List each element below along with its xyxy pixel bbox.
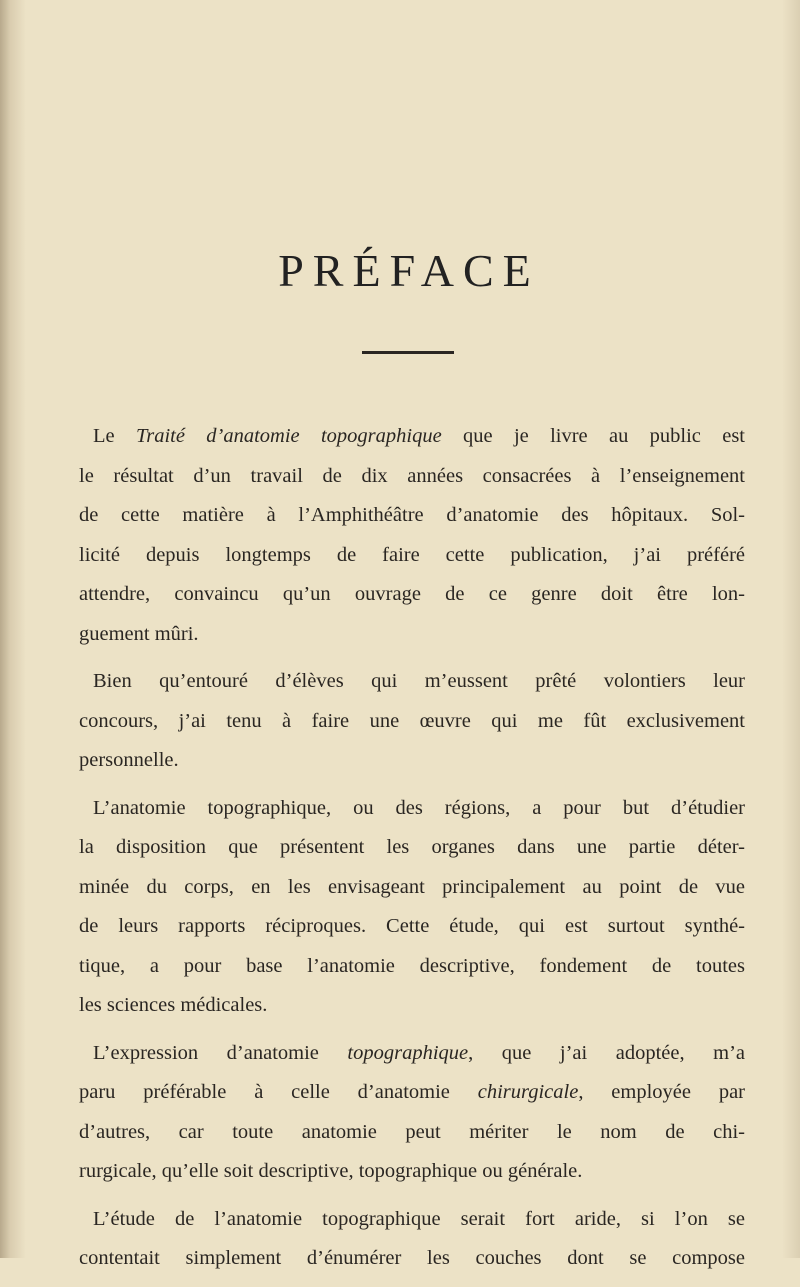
text-segment: L’expression d’anatomie bbox=[93, 1041, 348, 1064]
paragraph bbox=[79, 417, 745, 654]
text-line bbox=[79, 662, 745, 702]
text-line bbox=[79, 1152, 745, 1192]
text-line bbox=[79, 536, 745, 576]
paragraph bbox=[79, 1200, 745, 1279]
text-line bbox=[79, 741, 745, 781]
text-line bbox=[79, 417, 745, 457]
text-segment: concours, j’ai tenu à faire une œuvre qui me fût exclusivement bbox=[79, 709, 745, 732]
text-line bbox=[79, 828, 745, 868]
text-segment: personnelle. bbox=[79, 749, 179, 771]
text-segment: la disposition que présentent les organes dans une partie déter- bbox=[79, 836, 745, 858]
text-segment: de leurs rapports réciproques. Cette étude, qui est surtout synthé- bbox=[79, 915, 745, 937]
text-line bbox=[79, 1200, 745, 1240]
paragraph bbox=[79, 662, 745, 781]
text-segment: que je livre au public est bbox=[441, 425, 746, 447]
text-segment: Le bbox=[93, 425, 136, 447]
paragraph bbox=[79, 789, 745, 1026]
text-segment: tique, a pour base l’anatomie descriptive, fondement de toutes bbox=[79, 954, 745, 977]
text-line bbox=[79, 1239, 745, 1279]
text-line bbox=[79, 986, 745, 1026]
italic-title: chirurgicale bbox=[477, 1081, 579, 1103]
italic-title: Traité d’anatomie topographique bbox=[135, 425, 442, 447]
text-segment: L’étude de l’anatomie topographique serait fort aride, si l’on se bbox=[93, 1207, 745, 1230]
text-line bbox=[79, 1113, 745, 1153]
text-segment: paru préférable à celle d’anatomie bbox=[79, 1081, 478, 1103]
text-segment: de cette matière à l’Amphithéâtre d’anatomie des hôpitaux. Sol- bbox=[79, 504, 745, 526]
text-segment: le résultat d’un travail de dix années consacrées à l’enseignement bbox=[79, 464, 745, 487]
text-segment: minée du corps, en les envisageant principalement au point de vue bbox=[79, 875, 745, 898]
text-segment: attendre, convaincu qu’un ouvrage de ce genre doit être lon- bbox=[79, 583, 745, 605]
text-segment: d’autres, car toute anatomie peut mériter le nom de chi- bbox=[79, 1120, 745, 1143]
paragraph bbox=[79, 1034, 745, 1192]
page-title: PRÉFACE bbox=[278, 245, 540, 296]
text-segment: contentait simplement d’énumérer les couches dont se compose bbox=[79, 1247, 745, 1269]
text-line bbox=[79, 868, 745, 908]
text-line bbox=[79, 1034, 745, 1074]
text-line bbox=[79, 496, 745, 536]
text-line bbox=[79, 457, 745, 497]
text-line bbox=[79, 575, 745, 615]
text-segment: rurgicale, qu’elle soit descriptive, topographique ou générale. bbox=[79, 1160, 583, 1182]
text-segment: licité depuis longtemps de faire cette publication, j’ai préféré bbox=[79, 543, 745, 566]
text-line bbox=[79, 947, 745, 987]
text-line bbox=[79, 907, 745, 947]
text-line bbox=[79, 615, 745, 655]
text-segment: Bien qu’entouré d’élèves qui m’eussent prêté volontiers leur bbox=[93, 670, 745, 692]
text-line bbox=[79, 1073, 745, 1113]
text-segment: , employée par bbox=[578, 1081, 745, 1103]
text-segment: les sciences médicales. bbox=[79, 994, 268, 1016]
text-segment: , que j’ai adoptée, m’a bbox=[468, 1041, 745, 1064]
preface-body bbox=[79, 417, 745, 1287]
text-line bbox=[79, 789, 745, 829]
text-line bbox=[79, 702, 745, 742]
text-segment: L’anatomie topographique, ou des régions, a pour but d’étudier bbox=[93, 796, 745, 819]
title-rule bbox=[362, 351, 454, 354]
text-segment: guement mûri. bbox=[79, 622, 199, 645]
italic-title: topographique bbox=[347, 1041, 469, 1064]
